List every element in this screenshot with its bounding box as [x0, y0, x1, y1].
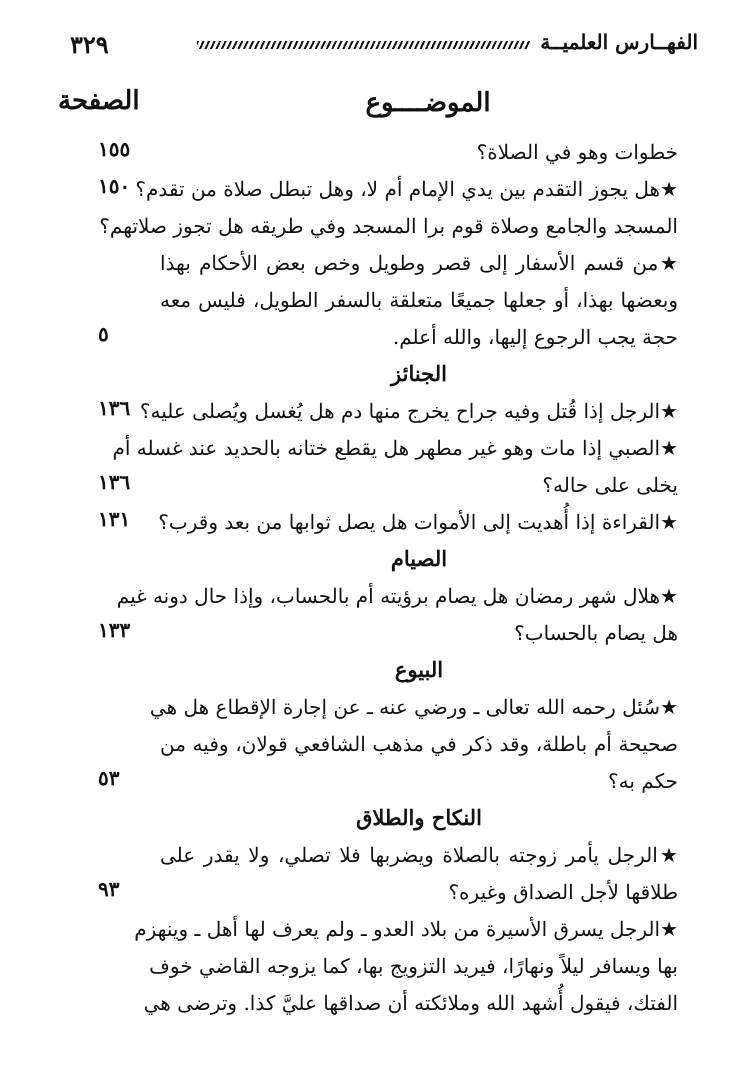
index-entry-row — [0, 319, 746, 356]
index-entry-row — [0, 430, 746, 467]
entry-text: حكم به؟ — [608, 769, 678, 793]
index-entry-row — [0, 726, 746, 763]
entry-text: ★هلال شهر رمضان هل يصام برؤيته أم بالحساب، وإذا حال دونه غيم — [116, 584, 678, 608]
entry-text: صحيحة أم باطلة، وقد ذكر في مذهب الشافعي قولان، وفيه من — [160, 732, 678, 756]
index-entry-row — [0, 467, 746, 504]
section-heading-row — [0, 356, 746, 393]
page-number: ٣٢٩ — [70, 30, 109, 59]
entry-text: ★من قسم الأسفار إلى قصر وطويل وخص بعض الأحكام بهذا — [160, 251, 678, 275]
entry-text: ★هل يجوز التقدم بين يدي الإمام أم لا، وهل تبطل صلاة من تقدم؟ — [135, 177, 678, 201]
header-rule — [197, 41, 530, 49]
index-entry-row — [0, 134, 746, 171]
section-heading: الجنائز — [391, 361, 447, 386]
section-heading: الصيام — [390, 546, 448, 571]
index-entry-row — [0, 282, 746, 319]
page-reference: ١٣٣ — [98, 618, 131, 642]
topic-column-header: الموضــــوع — [365, 88, 491, 118]
entry-text: حجة يجب الرجوع إليها، والله أعلم. — [392, 325, 678, 349]
entry-text: ★القراءة إذا أُهديت إلى الأموات هل يصل ثوابها من بعد وقرب؟ — [158, 510, 678, 534]
entry-text: ★الرجل إذا قُتل وفيه جراح يخرج منها دم هل يُغسل ويُصلى عليه؟ — [139, 399, 678, 423]
entry-text: ★الصبي إذا مات وهو غير مطهر هل يقطع ختانه بالحديد عند غسله أم — [112, 436, 678, 460]
index-entry-row — [0, 689, 746, 726]
page-reference: ١٥٥ — [98, 137, 131, 161]
entry-text: ★سُئل رحمه الله تعالى ـ ورضي عنه ـ عن إجارة الإقطاع هل هي — [149, 695, 678, 719]
page-reference: ٥ — [98, 322, 109, 346]
section-heading-row — [0, 652, 746, 689]
index-entry-row — [0, 615, 746, 652]
index-entry-row — [0, 874, 746, 911]
page-column-header: الصفحة — [58, 86, 140, 116]
entry-text: طلاقها لأجل الصداق وغيره؟ — [448, 880, 678, 904]
index-entry-row — [0, 837, 746, 874]
running-title: الفهــارس العلميــة — [540, 30, 698, 54]
index-entry-row — [0, 985, 746, 1022]
entry-text: المسجد والجامع وصلاة قوم برا المسجد وفي طريقه هل تجوز صلاتهم؟ — [99, 214, 678, 238]
section-heading-row — [0, 800, 746, 837]
index-entry-row — [0, 208, 746, 245]
index-entry-row — [0, 171, 746, 208]
index-entry-row — [0, 245, 746, 282]
index-entry-row — [0, 763, 746, 800]
entry-text: يخلى على حاله؟ — [542, 473, 678, 497]
index-entry-row — [0, 578, 746, 615]
entry-text: ★الرجل يأمر زوجته بالصلاة ويضربها فلا تصلي، ولا يقدر على — [160, 843, 678, 867]
page-reference: ١٥٠ — [98, 174, 131, 198]
section-heading: النكاح والطلاق — [356, 805, 482, 830]
running-header — [62, 30, 698, 60]
page-reference: ١٣١ — [98, 507, 131, 531]
page-reference: ٥٣ — [98, 766, 120, 790]
entry-text: هل يصام بالحساب؟ — [514, 621, 678, 645]
index-entry-row — [0, 393, 746, 430]
section-heading: البيوع — [394, 657, 444, 682]
entry-text: الفتك، فيقول أُشهد الله وملائكته أن صداقها عليَّ كذا. وترضى هي — [143, 991, 678, 1015]
entry-text: بها ويسافر ليلاً ونهارًا، فيريد التزويج بها، كما يزوجه القاضي خوف — [149, 954, 678, 978]
index-entry-row — [0, 948, 746, 985]
index-entry-row — [0, 911, 746, 948]
index-entries — [0, 134, 746, 1022]
entry-text: وبعضها بهذا، أو جعلها جميعًا متعلقة بالسفر الطويل، فليس معه — [160, 288, 678, 312]
page-reference: ١٣٦ — [98, 470, 131, 494]
page-reference: ٩٣ — [98, 877, 120, 901]
entry-text: ★الرجل يسرق الأسيرة من بلاد العدو ـ ولم يعرف لها أهل ـ وينهزم — [134, 917, 678, 941]
section-heading-row — [0, 541, 746, 578]
index-entry-row — [0, 504, 746, 541]
page-reference: ١٣٦ — [98, 396, 131, 420]
entry-text: خطوات وهو في الصلاة؟ — [476, 140, 678, 164]
